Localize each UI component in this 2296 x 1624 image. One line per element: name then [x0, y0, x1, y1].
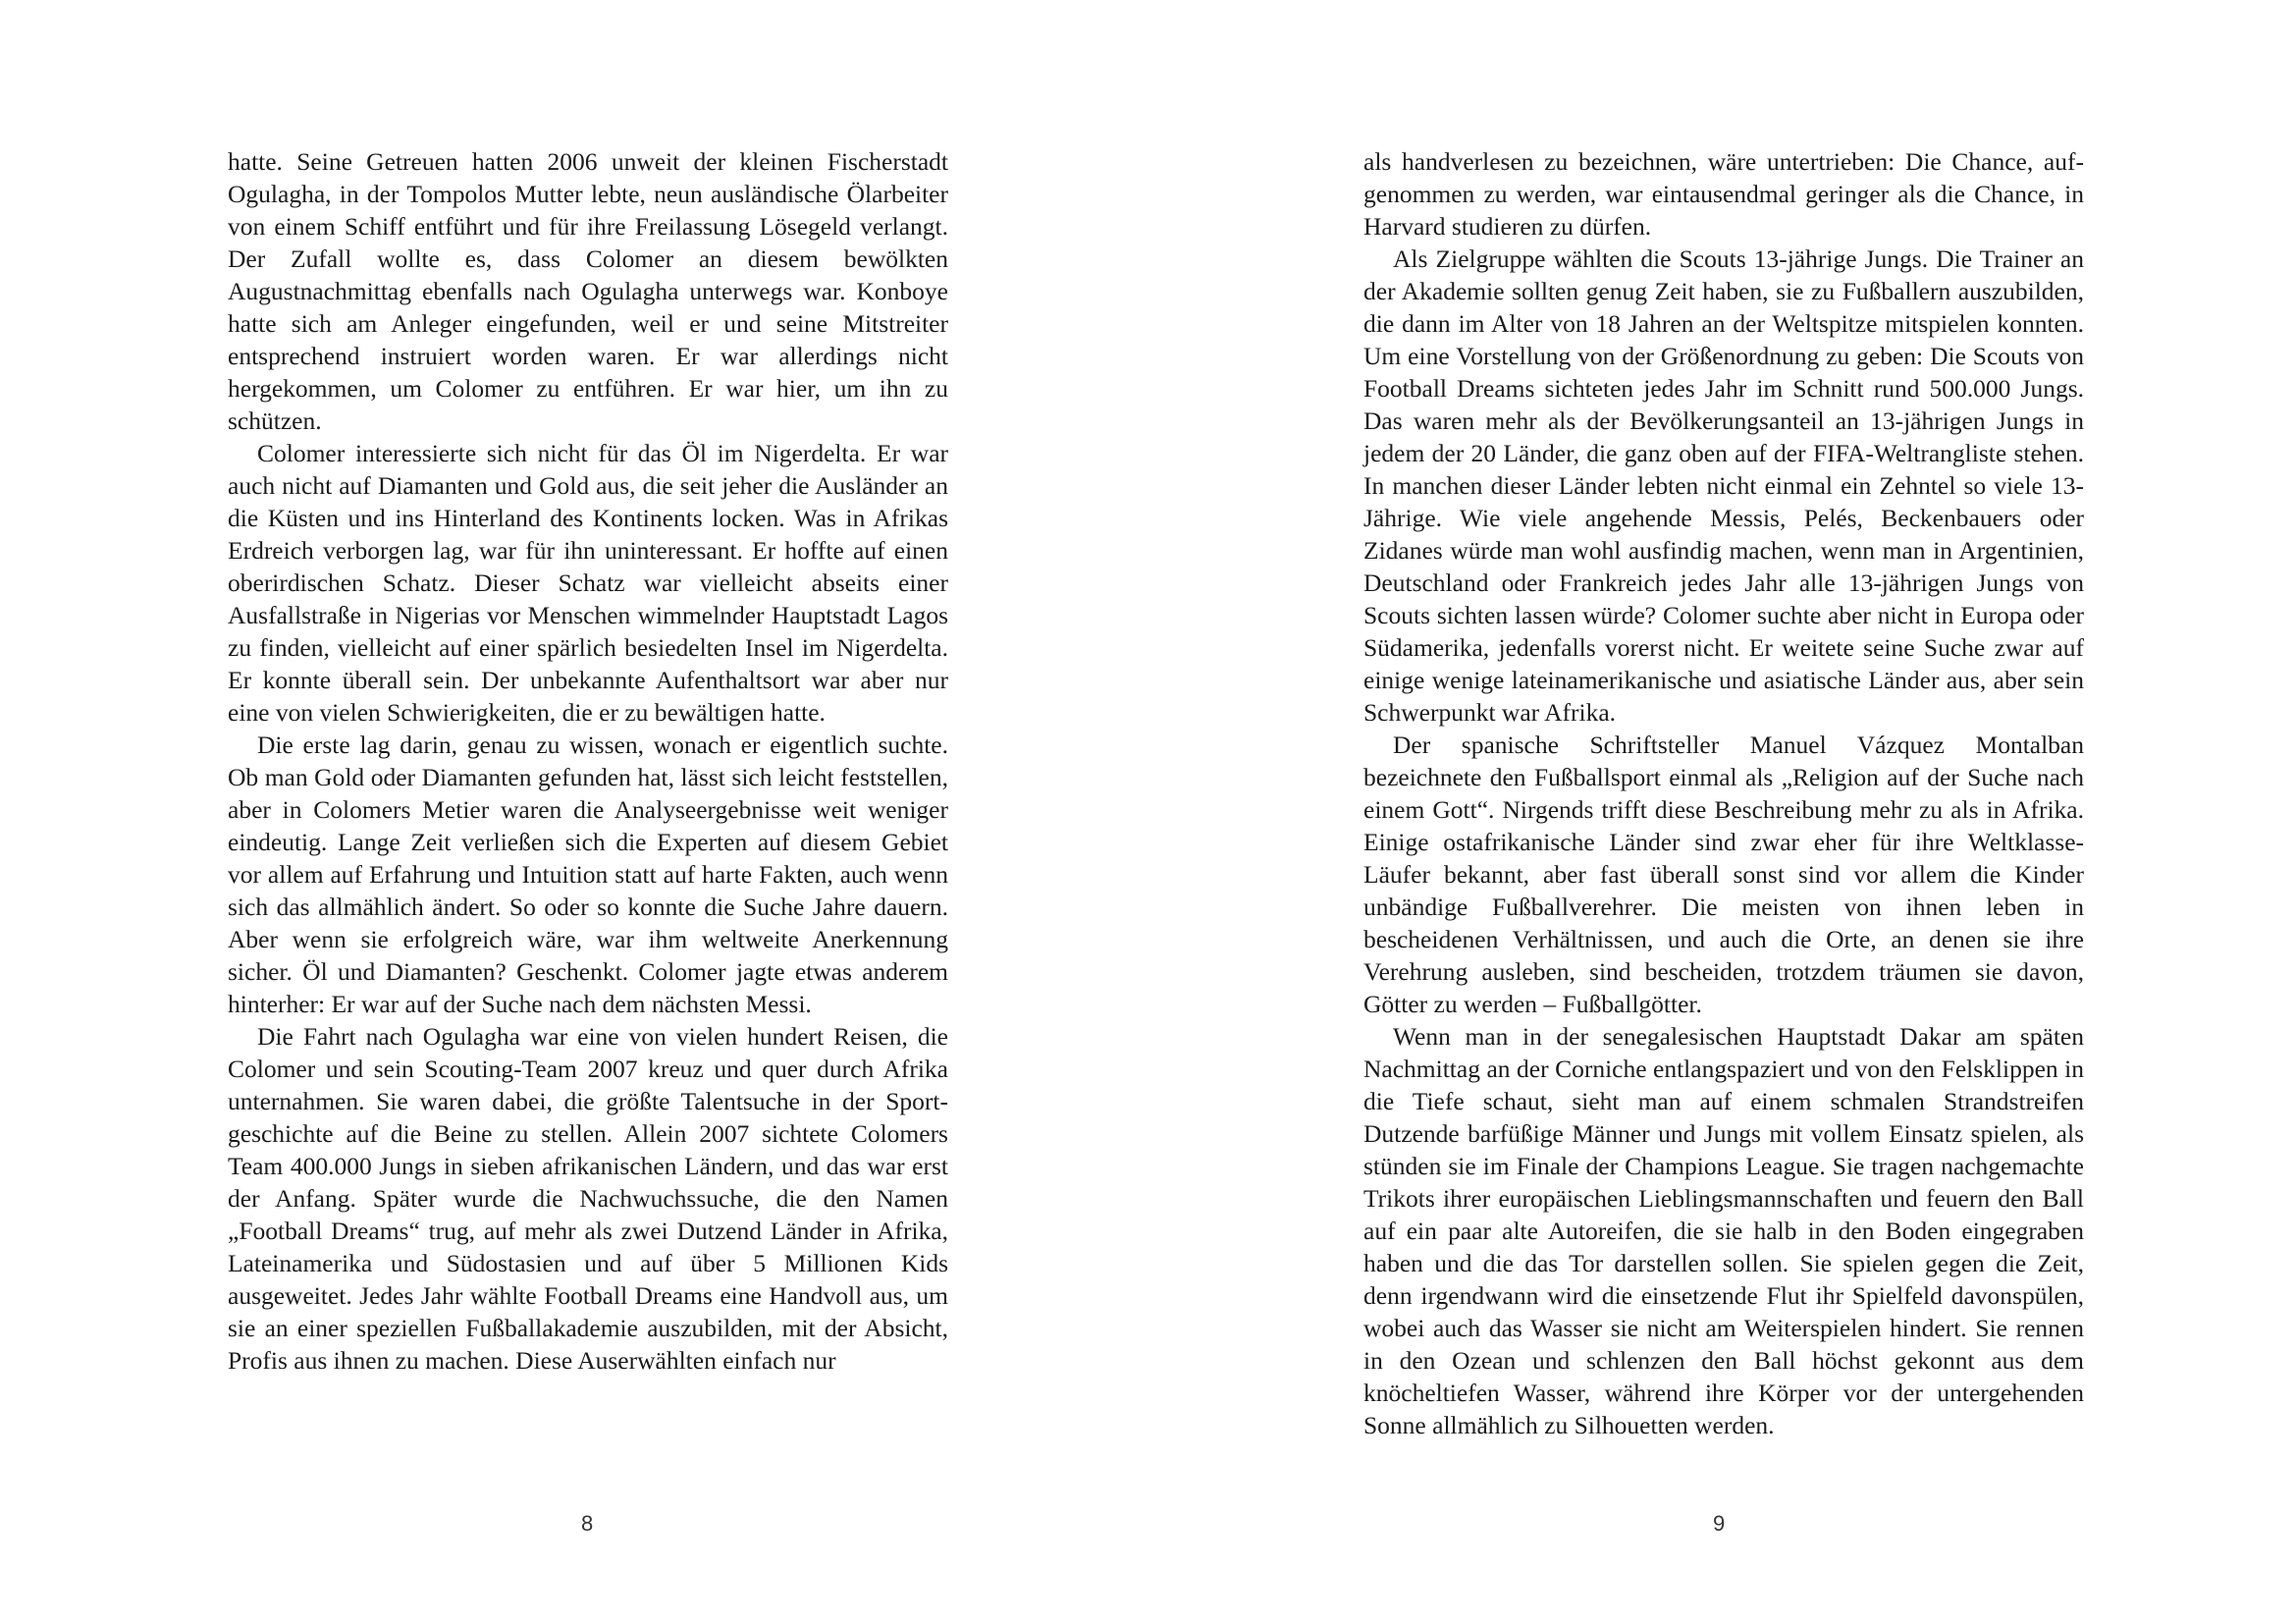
paragraph: hatte. Seine Getreuen hatten 2006 unweit der kleinen Fischerstadt Ogulagha, in der Tompolos Mutter lebte, neun ausländische Ölarbeiter von einem Schiff entführt und für ihre Freilassung Lösegeld verlangt. Der Zufall wollte es, dass Colomer an diesem bewölkten Augustnachmittag ebenfalls nach Ogulagha unterwegs war. Konboye hatte sich am Anleger eingefunden, weil er und seine Mitstreiter entsprechend instruiert worden waren. Er war allerdings nicht hergekommen, um Colomer zu entführen. Er war hier, um ihn zu schützen. [228, 147, 948, 435]
paragraph: Der spanische Schriftsteller Manuel Vázquez Montalban bezeichnete den Fußballsport einmal als „Religion auf der Suche nach einem Gott“. Nirgends trifft diese Beschreibung mehr zu als in Afrika. Einige ostafrikanische Länder sind zwar eher für ihre Weltklasse-Läufer bekannt, aber fast überall sonst sind vor allem die Kinder unbändige Fußballverehrer. Die meisten von ihnen leben in bescheidenen Verhältnissen, und auch die Orte, an denen sie ihre Verehrung ausleben, sind bescheiden, trotzdem träumen sie davon, Götter zu werden – Fußballgötter. [1363, 731, 2084, 1018]
right-page-text [1363, 145, 2084, 1441]
page-number: 9 [1713, 1511, 1726, 1536]
paragraph: als handverlesen zu bezeichnen, wäre untertrieben: Die Chance, aufgenommen zu werden, war eintausendmal geringer als die Chance, in Harvard studieren zu dürfen. [1363, 147, 2084, 241]
paragraph: Wenn man in der senegalesischen Hauptstadt Dakar am späten Nachmittag an der Corniche entlangspaziert und von den Felsklippen in die Tiefe schaut, sieht man auf einem schmalen Strandstreifen Dutzende barfüßige Männer und Jungs mit vollem Einsatz spielen, als stünden sie im Finale der Champions League. Sie tragen nachgemachte Trikots ihrer europäischen Lieblingsmannschaften und feuern den Ball auf ein paar alte Autoreifen, die sie halb in den Boden eingegraben haben und die das Tor darstellen sollen. Sie spielen gegen die Zeit, denn irgendwann wird die einsetzende Flut ihr Spielfeld davonspülen, wobei auch das Wasser sie nicht am Weiterspielen hindert. Sie rennen in den Ozean und schlenzen den Ball höchst gekonnt aus dem knöcheltiefen Wasser, während ihre Körper vor der untergehenden Sonne allmählich zu Silhouetten werden. [1363, 1022, 2084, 1439]
page-number: 8 [581, 1511, 594, 1536]
paragraph: Die Fahrt nach Ogulagha war eine von vielen hundert Reisen, die Colomer und sein Scouting-Team 2007 kreuz und quer durch Afrika unternahmen. Sie waren dabei, die größte Talentsuche in der Sportgeschichte auf die Beine zu stellen. Allein 2007 sichtete Colomers Team 400.000 Jungs in sieben afrikanischen Ländern, und das war erst der Anfang. Später wurde die Nachwuchssuche, die den Namen „Football Dreams“ trug, auf mehr als zwei Dutzend Länder in Afrika, Lateinamerika und Südostasien und auf über 5 Millionen Kids ausgeweitet. Jedes Jahr wählte Football Dreams eine Handvoll aus, um sie an einer speziellen Fußballakademie auszubilden, mit der Absicht, Profis aus ihnen zu machen. Diese Auserwählten einfach nur [228, 1022, 948, 1375]
paragraph: Als Zielgruppe wählten die Scouts 13-jährige Jungs. Die Trainer an der Akademie sollten genug Zeit haben, sie zu Fußballern auszubilden, die dann im Alter von 18 Jahren an der Weltspitze mitspielen konnten. Um eine Vorstellung von der Größenordnung zu geben: Die Scouts von Football Dreams sichteten jedes Jahr im Schnitt rund 500.000 Jungs. Das waren mehr als der Bevölkerungsanteil an 13-jährigen Jungs in jedem der 20 Länder, die ganz oben auf der FIFA-Weltrangliste stehen. In manchen dieser Länder lebten nicht einmal ein Zehntel so viele 13-Jährige. Wie viele angehende Messis, Pelés, Beckenbauers oder Zidanes würde man wohl ausfindig machen, wenn man in Argentinien, Deutschland oder Frankreich jedes Jahr alle 13-jährigen Jungs von Scouts sichten lassen würde? Colomer suchte aber nicht in Europa oder Südamerika, jedenfalls vorerst nicht. Er weitete seine Suche zwar auf einige wenige lateinamerikanische und asiatische Länder aus, aber sein Schwerpunkt war Afrika. [1363, 244, 2084, 727]
right-page [1148, 0, 2296, 1624]
left-page-text [228, 145, 948, 1377]
paragraph: Die erste lag darin, genau zu wissen, wonach er eigentlich suchte. Ob man Gold oder Diamanten gefunden hat, lässt sich leicht feststellen, aber in Colomers Metier waren die Analyseergebnisse weit weniger eindeutig. Lange Zeit verließen sich die Experten auf diesem Gebiet vor allem auf Erfahrung und Intuition statt auf harte Fakten, auch wenn sich das allmählich ändert. So oder so konnte die Suche Jahre dauern. Aber wenn sie erfolgreich wäre, war ihm weltweite Anerkennung sicher. Öl und Diamanten? Geschenkt. Colomer jagte etwas anderem hinterher: Er war auf der Suche nach dem nächsten Messi. [228, 731, 948, 1018]
paragraph: Colomer interessierte sich nicht für das Öl im Nigerdelta. Er war auch nicht auf Diamanten und Gold aus, die seit jeher die Ausländer an die Küsten und ins Hinterland des Kontinents locken. Was in Afrikas Erdreich verborgen lag, war für ihn uninteressant. Er hoffte auf einen oberirdischen Schatz. Dieser Schatz war vielleicht abseits einer Ausfallstraße in Nigerias vor Menschen wimmelnder Hauptstadt Lagos zu finden, vielleicht auf einer spärlich besiedelten Insel im Nigerdelta. Er konnte überall sein. Der unbekannte Aufenthaltsort war aber nur eine von vielen Schwierigkeiten, die er zu bewältigen hatte. [228, 439, 948, 727]
